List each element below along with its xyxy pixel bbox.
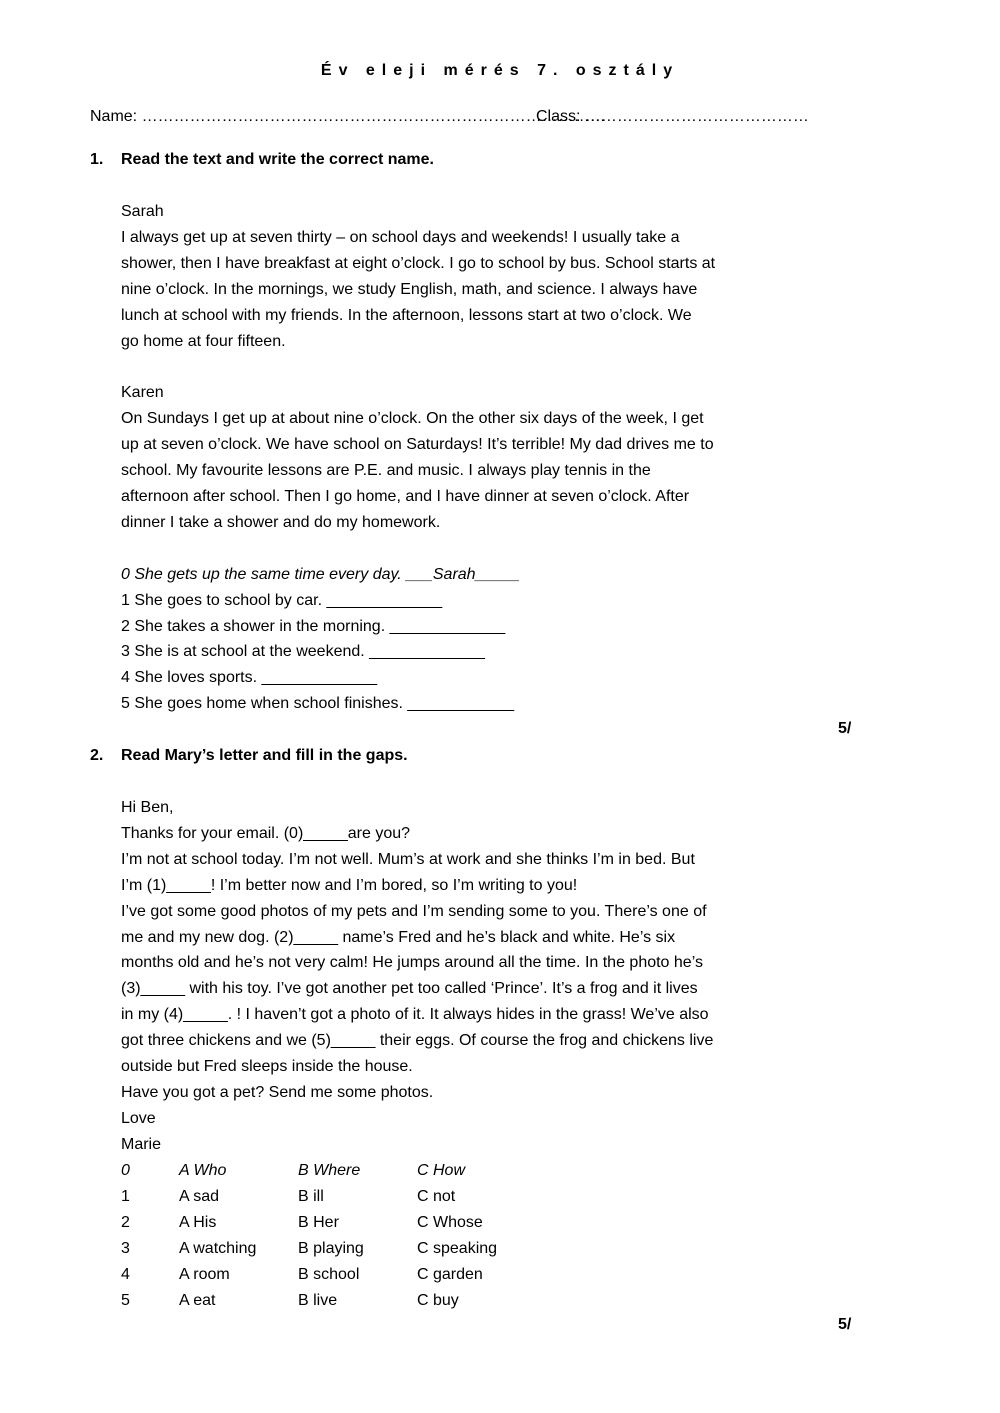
letter-text — [121, 795, 761, 1158]
option-b: B playing — [298, 1240, 364, 1257]
option-b: B school — [298, 1266, 360, 1283]
sarah-name: Sarah — [121, 203, 164, 220]
option-c: C garden — [417, 1266, 483, 1283]
letter-line: got three chickens and we (5)_____ their eggs. Of course the frog and chickens live — [121, 1032, 714, 1050]
sarah-text-line: go home at four fifteen. — [121, 332, 286, 350]
letter-line: Marie — [121, 1135, 162, 1153]
letter-line: Love — [121, 1109, 156, 1127]
task2-heading — [90, 747, 408, 765]
option-a: A sad — [179, 1188, 220, 1205]
task1-example: 0 She gets up the same time every day. ___Sarah_____ — [121, 565, 521, 583]
option-a: A room — [179, 1266, 230, 1283]
karen-text-line: On Sundays I get up at about nine o’clock. On the other six days of the week, I get — [121, 410, 704, 428]
task1-question: 5 She goes home when school finishes. ____________ — [121, 695, 515, 713]
option-b: B Her — [298, 1214, 339, 1231]
option-c: C speaking — [417, 1240, 498, 1257]
option-b: B ill — [298, 1188, 324, 1205]
letter-line: I’m not at school today. I’m not well. Mum’s at work and she thinks I’m in bed. But — [121, 850, 695, 868]
karen-text-line: dinner I take a shower and do my homework. — [121, 513, 441, 531]
letter-line: Hi Ben, — [121, 799, 174, 816]
task2-number: 2. — [90, 747, 104, 764]
option-a: A eat — [179, 1292, 216, 1309]
sarah-text-line: nine o’clock. In the mornings, we study English, math, and science. I always have — [121, 280, 698, 298]
karen-text-line: up at seven o’clock. We have school on Saturdays! It’s terrible! My dad drives me to — [121, 436, 714, 454]
task1-question: 3 She is at school at the weekend. _____________ — [121, 643, 485, 661]
letter-line: I’m (1)_____! I’m better now and I’m bored, so I’m writing to you! — [121, 876, 578, 894]
option-a: A Who — [179, 1162, 227, 1179]
option-a: A watching — [179, 1240, 257, 1257]
option-c: C How — [417, 1162, 466, 1179]
option-number: 2 — [121, 1214, 130, 1231]
letter-line: outside but Fred sleeps inside the house. — [121, 1058, 413, 1076]
letter-line: Have you got a pet? Send me some photos. — [121, 1083, 434, 1101]
letter-line: (3)_____ with his toy. I’ve got another pet too called ‘Prince’. It’s a frog and it lives — [121, 980, 698, 998]
option-a: A His — [179, 1214, 217, 1231]
name-field-line: Name: …………………………………………………………………………… — [90, 108, 606, 125]
letter-line: months old and he’s not very calm! He jumps around all the time. In the photo he’s — [121, 954, 703, 972]
letter-line: me and my new dog. (2)_____ name’s Fred and he’s black and white. He’s six — [121, 928, 676, 946]
letter-line: Thanks for your email. (0)_____are you? — [121, 824, 411, 842]
task1-question: 4 She loves sports. _____________ — [121, 669, 378, 687]
sarah-text-line: shower, then I have breakfast at eight o’clock. I go to school by bus. School starts at — [121, 254, 716, 272]
option-number: 5 — [121, 1292, 130, 1309]
task1-number: 1. — [90, 151, 104, 168]
task1-heading — [90, 151, 434, 169]
option-c: C Whose — [417, 1214, 483, 1231]
task2-instruction: Read Mary’s letter and fill in the gaps. — [121, 747, 408, 764]
task1-score: 5/ — [838, 720, 852, 737]
karen-name: Karen — [121, 384, 164, 402]
task1-question: 2 She takes a shower in the morning. _____________ — [121, 617, 506, 635]
option-number: 1 — [121, 1188, 130, 1205]
sarah-text-line: lunch at school with my friends. In the afternoon, lessons start at two o’clock. We — [121, 306, 692, 324]
karen-text-line: school. My favourite lessons are P.E. and music. I always play tennis in the — [121, 462, 651, 480]
option-b: B live — [298, 1292, 338, 1309]
task2-score: 5/ — [838, 1316, 852, 1333]
option-c: C buy — [417, 1292, 459, 1309]
option-number: 0 — [121, 1162, 130, 1179]
option-b: B Where — [298, 1162, 361, 1179]
task1-texts — [121, 199, 761, 717]
task1-instruction: Read the text and write the correct name. — [121, 151, 434, 168]
option-c: C not — [417, 1188, 456, 1205]
sarah-text-line: I always get up at seven thirty – on school days and weekends! I usually take a — [121, 228, 680, 246]
letter-line: in my (4)_____. ! I haven’t got a photo of it. It always hides in the grass! We’ve also — [121, 1006, 709, 1024]
page-title: Év eleji mérés 7. osztály — [320, 62, 680, 79]
option-number: 3 — [121, 1240, 130, 1257]
karen-text-line: afternoon after school. Then I go home, and I have dinner at seven o’clock. After — [121, 487, 690, 505]
class-field-line: Class: …………………………………… — [536, 108, 809, 125]
option-number: 4 — [121, 1266, 130, 1283]
letter-line: I’ve got some good photos of my pets and I’m sending some to you. There’s one of — [121, 902, 707, 920]
task1-question: 1 She goes to school by car. _____________ — [121, 591, 443, 609]
